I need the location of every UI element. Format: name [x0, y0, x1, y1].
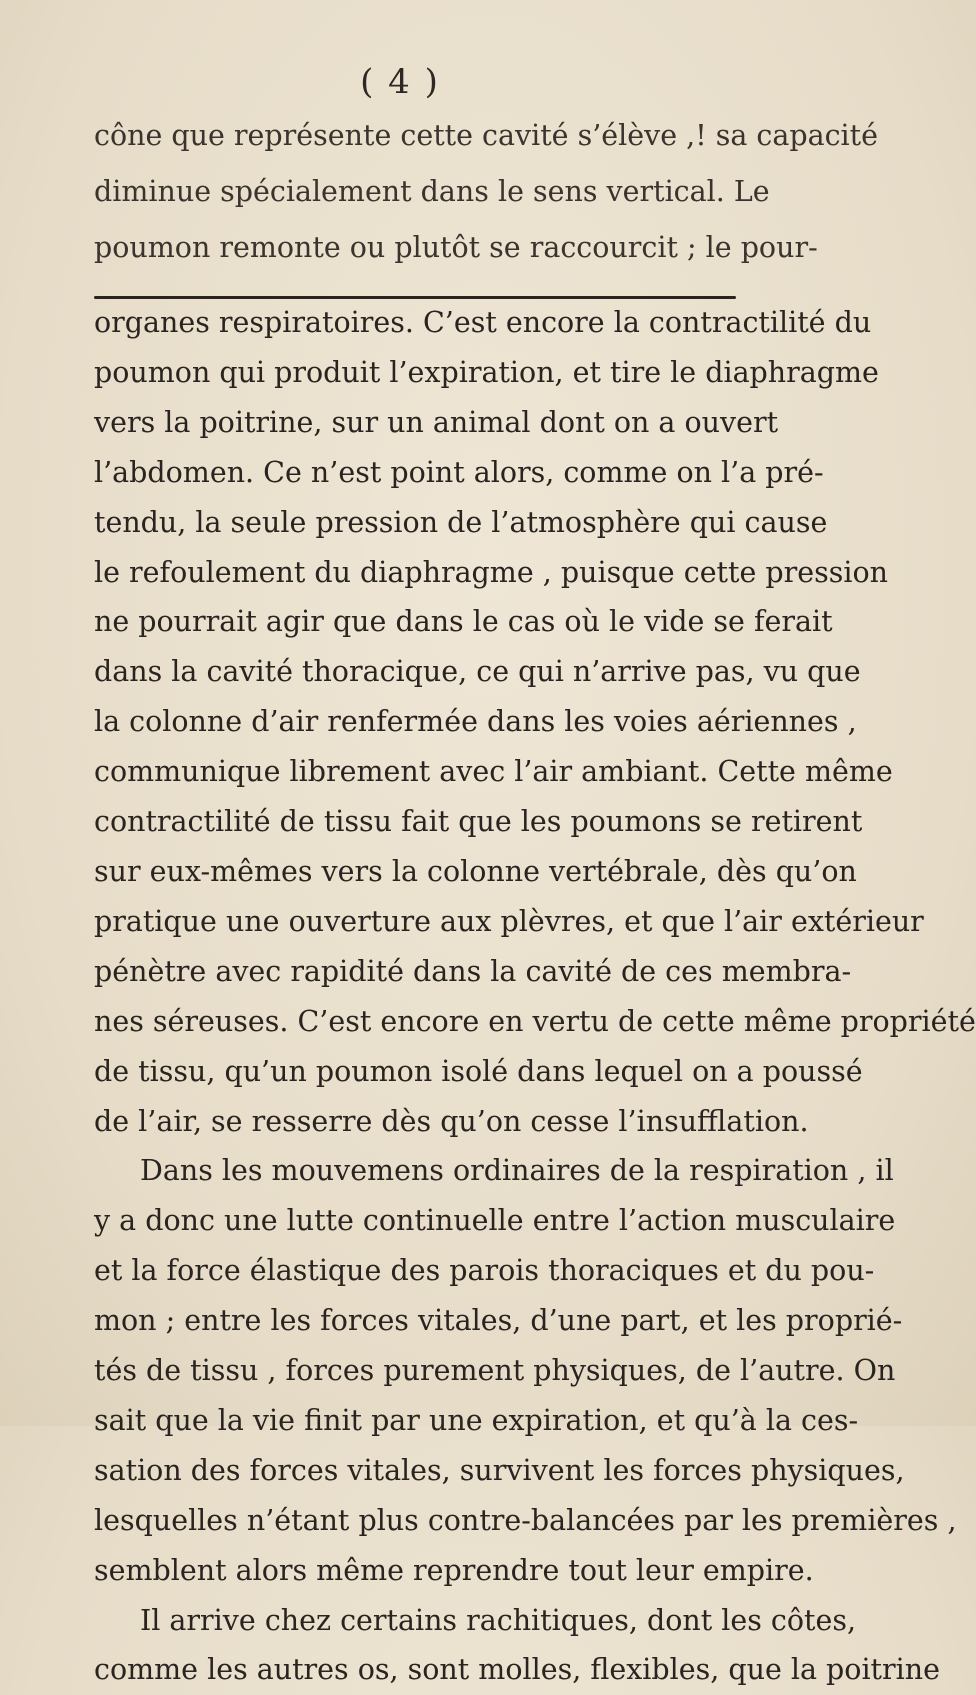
- text-line: sur eux-mêmes vers la colonne vertébrale, dès qu’on: [94, 854, 857, 888]
- text-line: l’abdomen. Ce n’est point alors, comme on l’a pré-: [94, 455, 824, 489]
- text-line: tés de tissu , forces purement physiques, de l’autre. On: [94, 1354, 896, 1388]
- text-line: dans la cavité thoracique, ce qui n’arrive pas, vu que: [94, 655, 861, 689]
- text-line: Il arrive chez certains rachitiques, dont les côtes,: [140, 1603, 857, 1637]
- pasted-fragment: [94, 108, 878, 276]
- text-line: y a donc une lutte continuelle entre l’action musculaire: [94, 1204, 896, 1238]
- fragment-line: poumon remonte ou plutôt se raccourcit ; le pour-: [94, 231, 818, 264]
- text-line: comme les autres os, sont molles, flexibles, que la poitrine: [94, 1653, 940, 1687]
- text-line: la colonne d’air renfermée dans les voies aériennes ,: [94, 705, 857, 739]
- text-line: nes séreuses. C’est encore en vertu de cette même propriété: [94, 1004, 976, 1038]
- text-line: vers la poitrine, sur un animal dont on a ouvert: [94, 405, 779, 439]
- text-line: sation des forces vitales, survivent les forces physiques,: [94, 1453, 905, 1487]
- fragment-line: diminue spécialement dans le sens vertical. Le: [94, 175, 770, 208]
- text-line: mon ; entre les forces vitales, d’une part, et les proprié-: [94, 1304, 903, 1338]
- text-line: lesquelles n’étant plus contre-balancées par les premières ,: [94, 1503, 957, 1537]
- text-line: de l’air, se resserre dès qu’on cesse l’insufflation.: [94, 1104, 809, 1138]
- text-line: semblent alors même reprendre tout leur empire.: [94, 1553, 814, 1587]
- page-number: ( 4 ): [360, 62, 440, 102]
- body-text: [94, 298, 976, 1695]
- text-line: tendu, la seule pression de l’atmosphère qui cause: [94, 505, 828, 539]
- text-line: organes respiratoires. C’est encore la contractilité du: [94, 306, 872, 339]
- text-line: Dans les mouvemens ordinaires de la respiration , il: [140, 1154, 894, 1188]
- fragment-line: cône que représente cette cavité s’élève ,! sa capacité: [94, 119, 878, 152]
- text-line: contractilité de tissu fait que les poumons se retirent: [94, 805, 863, 839]
- text-line: et la force élastique des parois thoraciques et du pou-: [94, 1254, 875, 1288]
- text-line: poumon qui produit l’expiration, et tire le diaphragme: [94, 355, 879, 389]
- text-line: communique librement avec l’air ambiant. Cette même: [94, 755, 893, 789]
- text-line: sait que la vie finit par une expiration, et qu’à la ces-: [94, 1403, 859, 1437]
- text-line: ne pourrait agir que dans le cas où le vide se ferait: [94, 605, 833, 639]
- text-line: pénètre avec rapidité dans la cavité de ces membra-: [94, 954, 852, 988]
- text-line: pratique une ouverture aux plèvres, et que l’air extérieur: [94, 904, 924, 938]
- text-line: le refoulement du diaphragme , puisque cette pression: [94, 555, 889, 589]
- text-line: de tissu, qu’un poumon isolé dans lequel on a poussé: [94, 1054, 863, 1088]
